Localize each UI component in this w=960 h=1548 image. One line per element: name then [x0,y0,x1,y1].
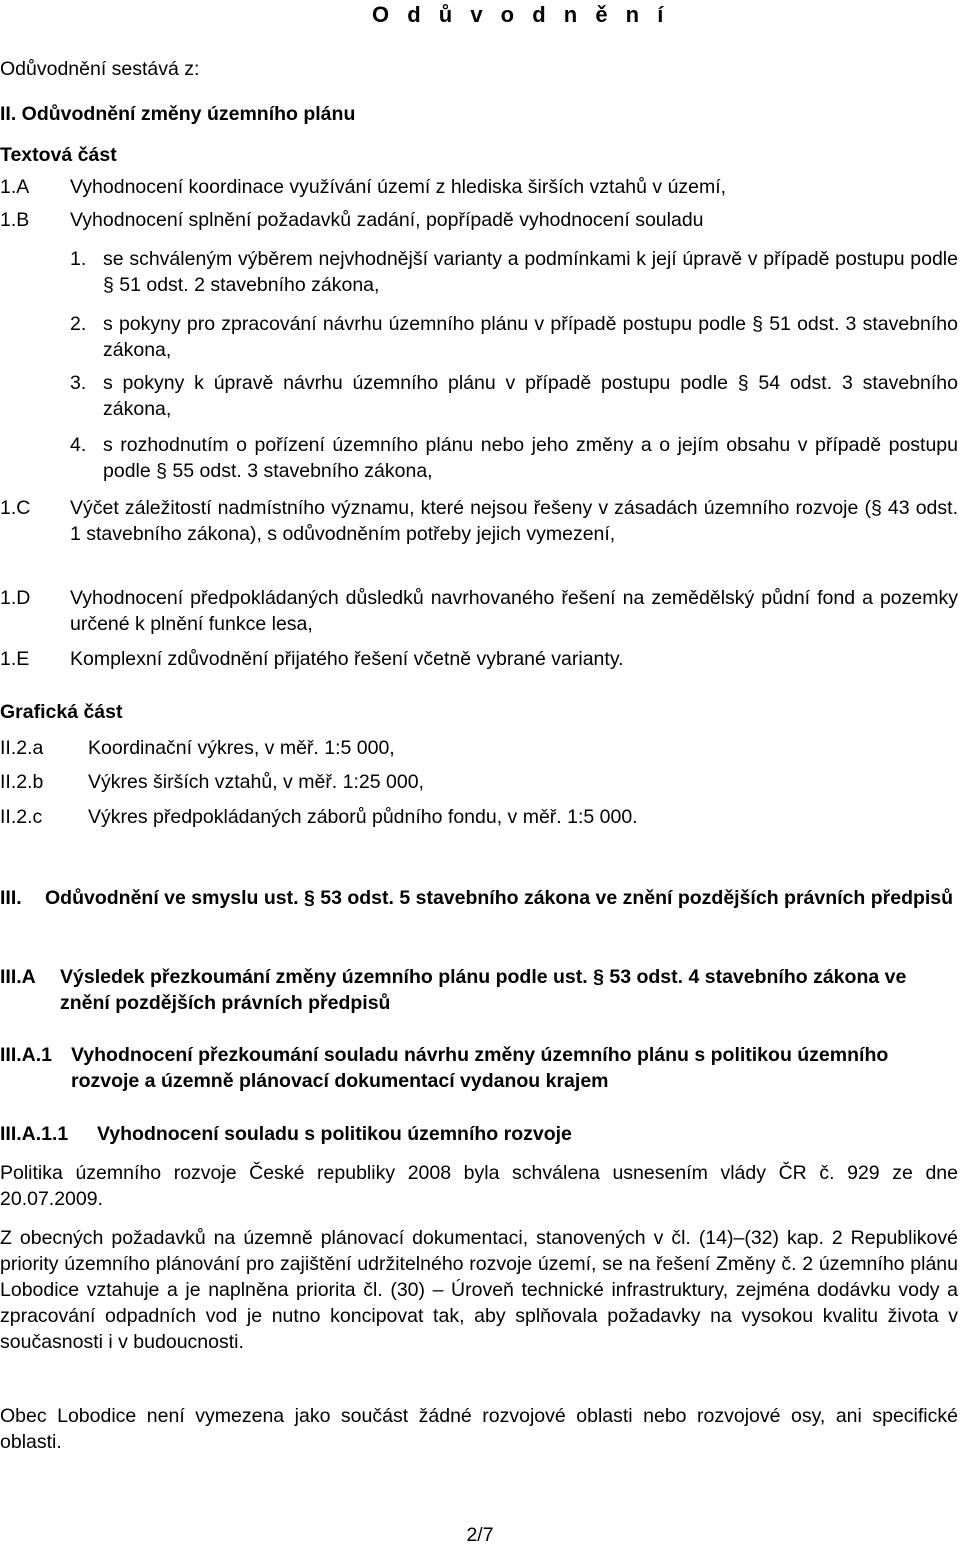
intro-text: Odůvodnění sestává z: [0,58,200,80]
item-text: Vyhodnocení předpokládaných důsledků navrhovaného řešení na zemědělský půdní fond a pozemky určené k plnění funkce lesa, [70,587,958,635]
list-item [0,804,960,830]
item-number: II.2.c [0,806,43,828]
item-text: Koordinační výkres, v měř. 1:5 000, [88,737,395,759]
item-text: Vyhodnocení koordinace využívání území z hlediska širších vztahů v území, [70,176,727,198]
item-text: s pokyny pro zpracování návrhu územního plánu v případě postupu podle § 51 odst. 3 stavebního zákona, [103,313,958,361]
item-number: 3. [70,372,87,394]
list-item [70,432,958,484]
item-number: 1.A [0,176,30,198]
list-item [70,246,958,298]
item-number: 1.B [0,209,30,231]
item-number: 1. [70,248,87,270]
section-text: Odůvodnění ve smyslu ust. § 53 odst. 5 stavebního zákona ve znění pozdějších právních předpisů [45,887,954,909]
item-number: 1.C [0,497,31,519]
list-item [0,735,960,761]
page-number: 2/7 [466,1524,494,1546]
list-item [0,174,960,200]
section-text: Vyhodnocení souladu s politikou územního rozvoje [97,1123,572,1145]
section-number: III. [0,887,22,909]
list-item [70,311,958,363]
paragraph: Z obecných požadavků na územně plánovací dokumentaci, stanovených v čl. (14)–(32) kap. 2 Republikové priority územního plánování pro zajištění udržitelného rozvoje území, se na řešení Změny č. 2 územního plánu Lobodice vztahuje a je naplněna priorita čl. (30) – Úroveň technické infrastruktury, zejména dodávku vody a zpracování odpadních vod je nutno koncipovat tak, aby splňovala požadavky na vysokou kvalitu života v současnosti i v budoucnosti. [0,1227,958,1353]
list-item [0,585,958,637]
document-title: O d ů v o d n ě n í [372,2,670,27]
item-text: Komplexní zdůvodnění přijatého řešení včetně vybrané varianty. [70,648,624,670]
list-item [70,370,958,422]
item-text: Výkres širších vztahů, v měř. 1:25 000, [88,771,424,793]
item-number: II.2.a [0,737,44,759]
list-item [0,495,958,547]
textova-cast-heading: Textová část [0,144,117,166]
section-number: III.A.1.1 [0,1123,69,1145]
section-iii-heading [0,885,958,911]
section-iiia11-heading [0,1121,958,1147]
paragraph: Obec Lobodice není vymezena jako součást žádné rozvojové oblasti nebo rozvojové osy, ani specifické oblasti. [0,1405,958,1453]
item-text: Výčet záležitostí nadmístního významu, které nejsou řešeny v zásadách územního rozvoje (§ 43 odst. 1 stavebního zákona), s odůvodněním potřeby jejich vymezení, [70,497,958,545]
item-number: 2. [70,313,87,335]
item-text: se schváleným výběrem nejvhodnější varianty a podmínkami k její úpravě v případě postupu podle § 51 odst. 2 stavebního zákona, [103,248,958,296]
item-number: 1.E [0,648,30,670]
section-number: III.A.1 [0,1044,53,1066]
list-item [0,769,960,795]
item-number: II.2.b [0,771,44,793]
item-number: 1.D [0,587,31,609]
section-ii-heading: II. Odůvodnění změny územního plánu [0,103,356,125]
list-item [0,207,960,233]
list-item [0,646,958,672]
graficka-cast-heading: Grafická část [0,701,123,723]
section-iiia1-heading [0,1042,958,1094]
item-text: Vyhodnocení splnění požadavků zadání, popřípadě vyhodnocení souladu [70,209,704,231]
item-text: s rozhodnutím o pořízení územního plánu nebo jeho změny a o jejím obsahu v případě postupu podle § 55 odst. 3 stavebního zákona, [103,434,958,482]
item-text: s pokyny k úpravě návrhu územního plánu v případě postupu podle § 54 odst. 3 stavebního zákona, [103,372,958,420]
item-text: Výkres předpokládaných záborů půdního fondu, v měř. 1:5 000. [88,806,638,828]
section-text: Výsledek přezkoumání změny územního plánu podle ust. § 53 odst. 4 stavebního zákona ve znění pozdějších právních předpisů [60,966,907,1014]
section-text: Vyhodnocení přezkoumání souladu návrhu změny územního plánu s politikou územního rozvoje a územně plánovací dokumentací vydanou krajem [71,1044,889,1092]
section-number: III.A [0,966,36,988]
item-number: 4. [70,434,87,456]
paragraph: Politika územního rozvoje České republiky 2008 byla schválena usnesením vlády ČR č. 929 ze dne 20.07.2009. [0,1162,958,1210]
section-iiia-heading [0,964,958,1016]
